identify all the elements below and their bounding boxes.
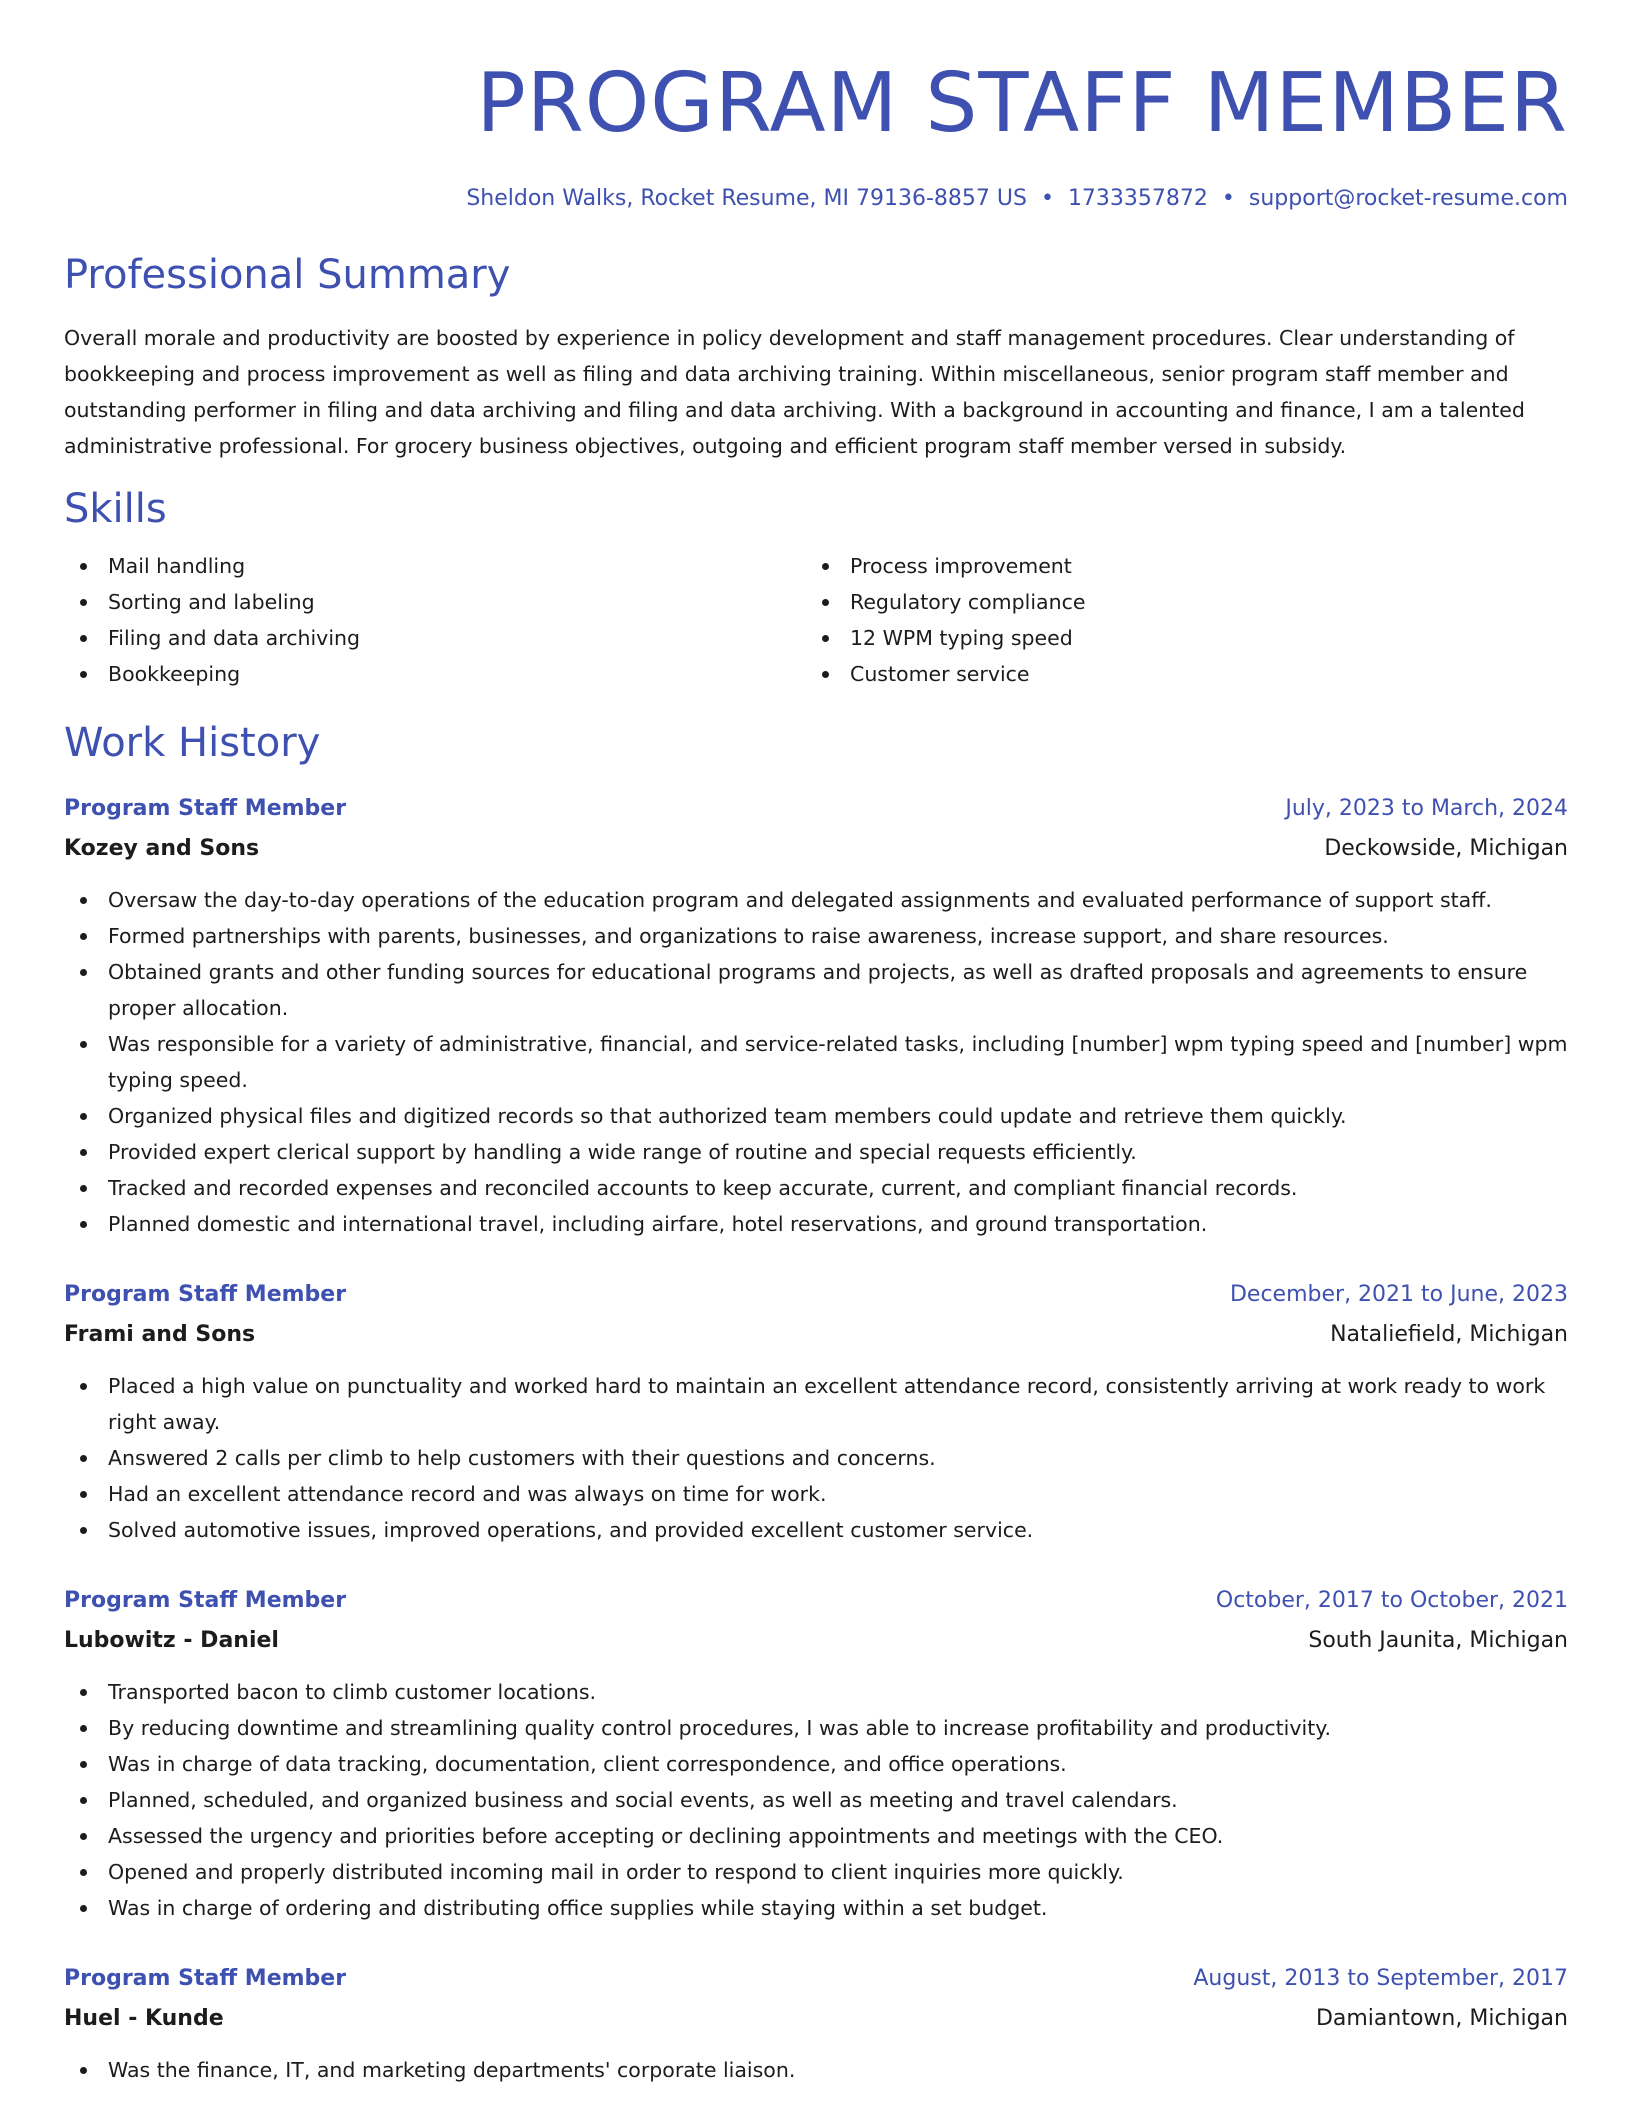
job-bullet: By reducing downtime and streamlining quality control procedures, I was able to increase profitability and productivity.	[64, 1710, 1568, 1746]
job-bullet: Transported bacon to climb customer locations.	[64, 1674, 1568, 1710]
job-company-row	[64, 834, 1568, 864]
resume-header	[64, 0, 1568, 214]
skill-item: Mail handling	[64, 548, 806, 584]
job-bullet: Tracked and recorded expenses and reconciled accounts to keep accurate, current, and compliant financial records.	[64, 1170, 1568, 1206]
work-history-list	[64, 794, 1568, 2088]
job-company-row	[64, 2004, 1568, 2034]
job-location: Damiantown, Michigan	[1315, 2006, 1568, 2031]
job-bullet: Was in charge of ordering and distributing office supplies while staying within a set budget.	[64, 1890, 1568, 1926]
job-dates: July, 2023 to March, 2024	[1285, 796, 1568, 821]
job-bullet: Solved automotive issues, improved operations, and provided excellent customer service.	[64, 1512, 1568, 1548]
job-bullets	[64, 882, 1568, 1242]
job-bullet: Formed partnerships with parents, businesses, and organizations to raise awareness, increase support, and share resources.	[64, 918, 1568, 954]
summary-heading: Professional Summary	[64, 252, 511, 298]
job-bullet: Was responsible for a variety of administrative, financial, and service-related tasks, including [number] wpm typing speed and [number] wpm typing speed.	[64, 1026, 1568, 1098]
job-bullets	[64, 2052, 1568, 2088]
contact-email[interactable]: support@rocket-resume.com	[1248, 186, 1568, 211]
job-entry	[64, 1964, 1568, 2088]
job-title-row	[64, 1964, 1568, 1994]
skill-item: 12 WPM typing speed	[806, 620, 1548, 656]
job-title: Program Staff Member	[64, 1588, 347, 1613]
job-bullet: Was the finance, IT, and marketing departments' corporate liaison.	[64, 2052, 1568, 2088]
job-company: Huel - Kunde	[64, 2006, 224, 2031]
skills-column-right	[806, 548, 1548, 692]
job-entry	[64, 1280, 1568, 1548]
job-bullet: Answered 2 calls per climb to help customers with their questions and concerns.	[64, 1440, 1568, 1476]
job-bullet: Assessed the urgency and priorities before accepting or declining appointments and meetings with the CEO.	[64, 1818, 1568, 1854]
skills-column-left	[64, 548, 806, 692]
skills-heading: Skills	[64, 486, 167, 532]
skill-item: Bookkeeping	[64, 656, 806, 692]
job-title: Program Staff Member	[64, 796, 347, 821]
skill-item: Sorting and labeling	[64, 584, 806, 620]
job-entry	[64, 794, 1568, 1242]
job-bullet: Planned, scheduled, and organized business and social events, as well as meeting and travel calendars.	[64, 1782, 1568, 1818]
job-bullet: Opened and properly distributed incoming mail in order to respond to client inquiries more quickly.	[64, 1854, 1568, 1890]
job-bullet: Organized physical files and digitized records so that authorized team members could update and retrieve them quickly.	[64, 1098, 1568, 1134]
resume-title: PROGRAM STAFF MEMBER	[476, 56, 1568, 151]
job-location: South Jaunita, Michigan	[1308, 1628, 1568, 1653]
job-bullet: Obtained grants and other funding sources for educational programs and projects, as well as drafted proposals and agreements to ensure proper allocation.	[64, 954, 1568, 1026]
job-location: Deckowside, Michigan	[1324, 836, 1568, 861]
skill-item: Process improvement	[806, 548, 1548, 584]
job-dates: December, 2021 to June, 2023	[1229, 1282, 1568, 1307]
job-bullet: Was in charge of data tracking, documentation, client correspondence, and office operations.	[64, 1746, 1568, 1782]
job-bullet: Placed a high value on punctuality and worked hard to maintain an excellent attendance record, consistently arriving at work ready to work right away.	[64, 1368, 1568, 1440]
job-company-row	[64, 1320, 1568, 1350]
job-entry	[64, 1586, 1568, 1926]
summary-text: Overall morale and productivity are boosted by experience in policy development and staff management procedures. Clear understanding of bookkeeping and process improvement as well as filing and data archiving training. Within miscellaneous, senior program staff member and outstanding performer in filing and data archiving and filing and data archiving. With a background in accounting and finance, I am a talented administrative professional. For grocery business objectives, outgoing and efficient program staff member versed in subsidy.	[64, 326, 1525, 458]
job-company-row	[64, 1626, 1568, 1656]
job-title: Program Staff Member	[64, 1966, 347, 1991]
job-bullet: Provided expert clerical support by handling a wide range of routine and special requests efficiently.	[64, 1134, 1568, 1170]
job-dates: August, 2013 to September, 2017	[1193, 1966, 1568, 1991]
job-company: Frami and Sons	[64, 1322, 256, 1347]
job-title-row	[64, 1586, 1568, 1616]
job-location: Nataliefield, Michigan	[1330, 1322, 1568, 1347]
job-title-row	[64, 794, 1568, 824]
skills-list	[64, 548, 1568, 692]
job-bullet: Planned domestic and international travel, including airfare, hotel reservations, and ground transportation.	[64, 1206, 1568, 1242]
contact-phone: 1733357872	[1067, 186, 1208, 211]
job-bullet: Oversaw the day-to-day operations of the education program and delegated assignments and evaluated performance of support staff.	[64, 882, 1568, 918]
job-company: Lubowitz - Daniel	[64, 1628, 279, 1653]
job-title-row	[64, 1280, 1568, 1310]
contact-separator: •	[1040, 186, 1054, 211]
job-company: Kozey and Sons	[64, 836, 260, 861]
job-bullets	[64, 1674, 1568, 1926]
skill-item: Filing and data archiving	[64, 620, 806, 656]
job-bullets	[64, 1368, 1568, 1548]
work-history-heading: Work History	[64, 720, 321, 766]
job-title: Program Staff Member	[64, 1282, 347, 1307]
job-dates: October, 2017 to October, 2021	[1215, 1588, 1568, 1613]
contact-separator: •	[1221, 186, 1235, 211]
skill-item: Customer service	[806, 656, 1548, 692]
contact-address: Sheldon Walks, Rocket Resume, MI 79136-8857 US	[466, 186, 1027, 211]
job-bullet: Had an excellent attendance record and was always on time for work.	[64, 1476, 1568, 1512]
contact-line	[64, 184, 1568, 214]
skill-item: Regulatory compliance	[806, 584, 1548, 620]
